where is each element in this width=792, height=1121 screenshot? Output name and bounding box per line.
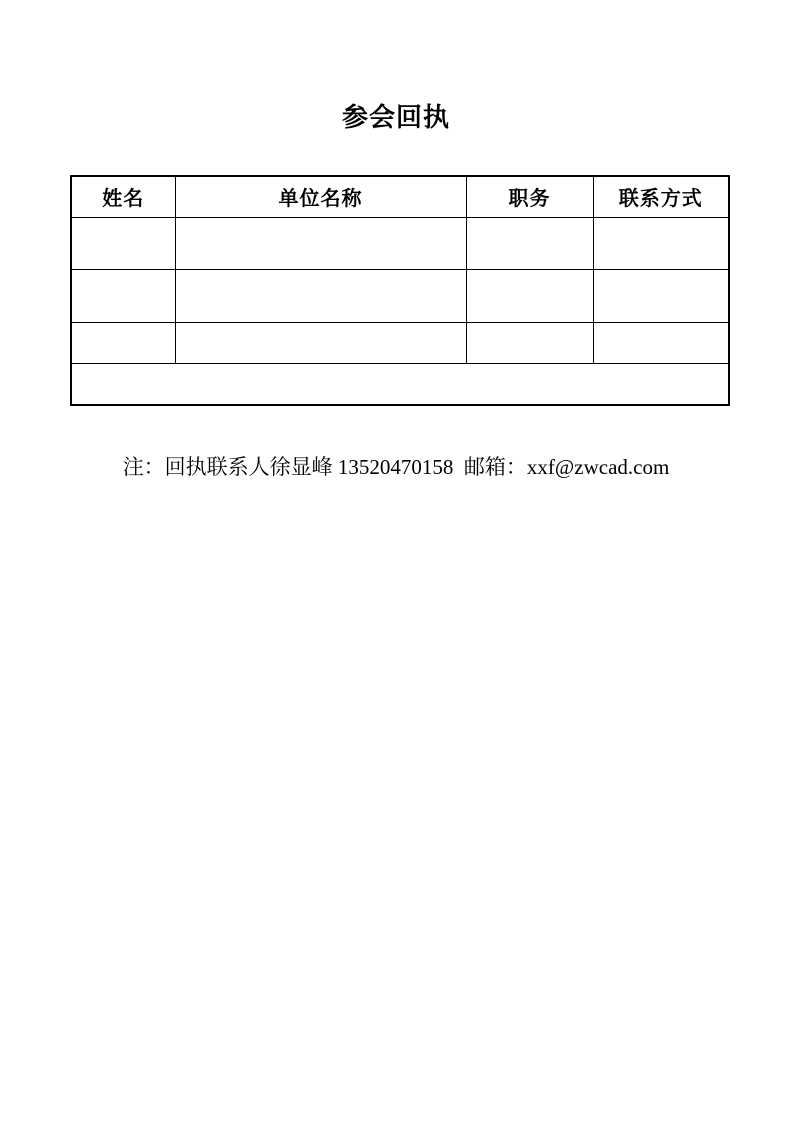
table-cell xyxy=(175,322,466,363)
header-cell-unit: 单位名称 xyxy=(175,176,466,217)
table-cell xyxy=(175,269,466,322)
table-cell xyxy=(466,322,593,363)
table-cell xyxy=(466,217,593,269)
reply-table xyxy=(70,175,730,406)
table-cell xyxy=(593,269,729,322)
table-cell xyxy=(593,217,729,269)
header-cell-name: 姓名 xyxy=(71,176,175,217)
table-cell xyxy=(71,269,175,322)
table-row xyxy=(71,217,729,269)
table-header-row xyxy=(71,176,729,217)
table-row xyxy=(71,269,729,322)
table-merged-cell xyxy=(71,363,729,405)
table-row xyxy=(71,322,729,363)
table-merged-row xyxy=(71,363,729,405)
page-title: 参会回执 xyxy=(341,103,450,132)
table-cell xyxy=(466,269,593,322)
header-cell-contact: 联系方式 xyxy=(593,176,729,217)
contact-note: 注：回执联系人徐显峰 13520470158 邮箱：xxf@zwcad.com xyxy=(122,455,670,479)
header-cell-position: 职务 xyxy=(466,176,593,217)
table-cell xyxy=(593,322,729,363)
table-cell xyxy=(71,217,175,269)
table-cell xyxy=(71,322,175,363)
table-cell xyxy=(175,217,466,269)
